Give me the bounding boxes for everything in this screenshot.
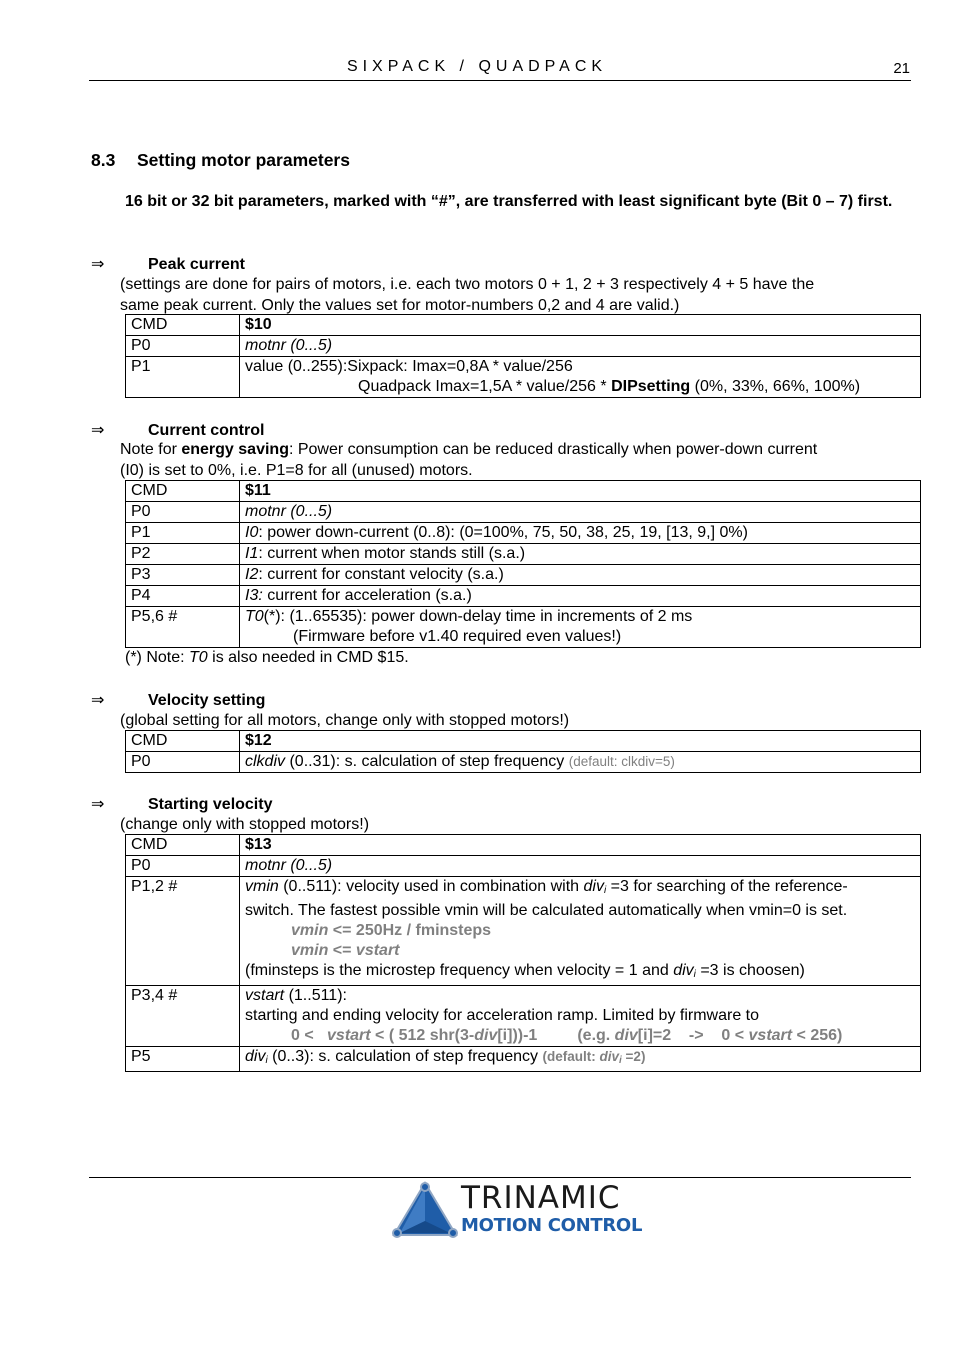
text: current for acceleration (s.a.) [262, 587, 472, 604]
text: (fminsteps is the microstep frequency when velocity = 1 and [245, 962, 674, 979]
table-row [126, 523, 921, 544]
text-italic: clkdiv [245, 753, 286, 770]
peak-desc-line1: (settings are done for pairs of motors, i.e. each two motors 0 + 1, 2 + 3 respectively 4 + 5 have the [120, 276, 815, 293]
table-row [126, 565, 921, 586]
cell-key: P4 [126, 586, 240, 607]
cell-value: motnr (0...5) [240, 336, 921, 357]
text: =3 is choosen) [695, 962, 805, 979]
p56-line2: (Firmware before v1.40 required even values!) [293, 628, 622, 645]
text-italic: div [583, 878, 604, 895]
section-title: Setting motor parameters [137, 150, 350, 170]
p12-line1 [245, 877, 915, 901]
p34-line1 [245, 986, 915, 1006]
text: : current when motor stands still (s.a.) [258, 545, 526, 562]
cell-key: CMD [126, 731, 240, 752]
velocity-setting-title: Velocity setting [148, 692, 266, 709]
table-row [126, 357, 921, 398]
cell-value: $12 [240, 731, 921, 752]
p12-line4 [245, 941, 915, 961]
text-italic: vstart [327, 1027, 371, 1044]
text: <= [328, 942, 356, 959]
text: is also needed in CMD $15. [207, 649, 409, 666]
cell-value [240, 877, 921, 986]
text-italic: vmin [291, 942, 329, 959]
text: [i]=2 -> 0 < [637, 1027, 749, 1044]
peak-desc-line2: same peak current. Only the values set for motor-numbers 0,2 and 4 are valid.) [120, 297, 680, 314]
p1-line2 [245, 377, 915, 397]
text-italic: div [474, 1027, 498, 1044]
text: =2) [621, 1049, 646, 1064]
logo-subtitle: MOTION CONTROL [461, 1215, 643, 1236]
table-row [126, 986, 921, 1047]
p34-line3 [245, 1026, 915, 1046]
starting-velocity-table [125, 834, 921, 1072]
text: [i]))-1 (e.g. [497, 1027, 615, 1044]
section-number: 8.3 [91, 150, 116, 170]
cell-key: P5 [126, 1047, 240, 1072]
peak-current-description [120, 274, 909, 316]
table-row [126, 336, 921, 357]
table-row [126, 586, 921, 607]
text: Quadpack Imax=1,5A * value/256 * [358, 378, 612, 395]
text-italic: vstart [355, 942, 400, 959]
cell-value: $11 [240, 481, 921, 502]
default-hint: (default: clkdiv=5) [568, 754, 675, 769]
table-row [126, 731, 921, 752]
subscript: i [693, 969, 696, 980]
text: : Power consumption can be reduced drastically when power-down current [288, 441, 818, 458]
peak-current-heading [91, 254, 245, 274]
cell-key: P5,6 # [126, 607, 240, 648]
text: (*) Note: [125, 649, 190, 666]
current-control-table [125, 480, 921, 648]
cell-key: P3,4 # [126, 986, 240, 1047]
cell-key: P1 [126, 357, 240, 398]
table-row [126, 315, 921, 336]
text: (0%, 33%, 66%, 100%) [690, 378, 861, 395]
velocity-setting-table [125, 730, 921, 773]
starting-velocity-heading [91, 794, 272, 814]
text: Note for [120, 441, 182, 458]
header-rule [89, 80, 911, 81]
text-italic: I2 [245, 566, 259, 583]
text: (1..511): [284, 987, 347, 1004]
note-line2: (I0) is set to 0%, i.e. P1=8 for all (unused) motors. [120, 462, 473, 479]
arrow-icon: ⇒ [91, 422, 105, 439]
text-italic: T0 [189, 649, 208, 666]
p12-line3 [245, 921, 915, 941]
cell-key: P1 [126, 523, 240, 544]
cell-key: P2 [126, 544, 240, 565]
cell-value [240, 607, 921, 648]
cell-key: P0 [126, 752, 240, 773]
starting-velocity-description: (change only with stopped motors!) [120, 816, 370, 833]
logo-name: TRINAMIC [461, 1180, 621, 1216]
current-control-title: Current control [148, 422, 265, 439]
table-row [126, 835, 921, 856]
cell-key: P0 [126, 856, 240, 877]
trinamic-logo-icon [392, 1181, 458, 1239]
velocity-setting-description: (global setting for all motors, change only with stopped motors!) [120, 712, 570, 729]
text-italic: T0 [245, 608, 264, 625]
text: : current for constant velocity (s.a.) [258, 566, 504, 583]
running-header-title: SIXPACK / QUADPACK [346, 58, 608, 75]
current-control-footnote [125, 649, 409, 667]
text: <= 250Hz / fminsteps [328, 922, 492, 939]
table-row [126, 544, 921, 565]
arrow-icon: ⇒ [91, 692, 105, 709]
starting-velocity-title: Starting velocity [148, 796, 273, 813]
text: (*): (1..65535): power down-delay time in increments of 2 ms [263, 608, 693, 625]
cell-value: motnr (0...5) [240, 856, 921, 877]
text-italic: I3: [245, 587, 263, 604]
table-row [126, 1047, 921, 1072]
cell-value: $13 [240, 835, 921, 856]
text: (0..511): velocity used in combination with [278, 878, 584, 895]
arrow-icon: ⇒ [91, 796, 105, 813]
p12-line5 [245, 961, 915, 985]
text-italic: div [245, 1048, 266, 1065]
text-bold: energy saving [181, 441, 289, 458]
cell-key: P0 [126, 502, 240, 523]
footer-rule [89, 1177, 911, 1178]
text: < ( 512 shr(3- [370, 1027, 475, 1044]
cell-value: motnr (0...5) [240, 502, 921, 523]
cell-key: P0 [126, 336, 240, 357]
cell-value: $10 [240, 315, 921, 336]
cell-value [240, 565, 921, 586]
subscript: i [265, 1055, 268, 1066]
text-italic: vstart [245, 987, 285, 1004]
cell-key: CMD [126, 835, 240, 856]
text-italic: I1 [245, 545, 259, 562]
default-hint [543, 1049, 646, 1064]
cell-key: P1,2 # [126, 877, 240, 986]
note-line1 [120, 439, 909, 460]
current-control-note [120, 439, 909, 481]
cell-value [240, 1047, 921, 1072]
text-italic: vmin [291, 922, 329, 939]
text-italic: div [614, 1027, 638, 1044]
text-italic: I0 [245, 524, 259, 541]
p34-line2: starting and ending velocity for acceleration ramp. Limited by firmware to [245, 1007, 760, 1024]
text: =3 for searching of the reference- [606, 878, 848, 895]
cell-key: CMD [126, 481, 240, 502]
peak-current-table [125, 314, 921, 398]
table-row [126, 877, 921, 986]
subscript: i [603, 885, 607, 896]
cell-value [240, 586, 921, 607]
velocity-setting-heading [91, 690, 265, 710]
cell-key: P3 [126, 565, 240, 586]
current-control-heading [91, 420, 264, 440]
text-bold: DIPsetting [611, 378, 691, 395]
page-number: 21 [893, 60, 910, 77]
p12-line2: switch. The fastest possible vmin will be calculated automatically when vmin=0 is set. [245, 902, 848, 919]
cell-value [240, 357, 921, 398]
text: (0..31): s. calculation of step frequency [285, 753, 569, 770]
table-row [126, 856, 921, 877]
text: : power down-current (0..8): (0=100%, 75, 50, 38, 25, 19, [13, 9,] 0%) [258, 524, 748, 541]
subscript: i [619, 1055, 622, 1066]
text-italic: div [599, 1049, 620, 1064]
text-italic: div [673, 962, 694, 979]
p56-line1 [245, 607, 915, 627]
p1-line1: value (0..255):Sixpack: Imax=0,8A * value/256 [245, 358, 573, 375]
table-row [126, 752, 921, 773]
cell-value [240, 523, 921, 544]
text: < 256) [792, 1027, 843, 1044]
text: 0 < [291, 1027, 328, 1044]
text: (default: [542, 1049, 600, 1064]
text: (0..3): s. calculation of step frequency [267, 1048, 543, 1065]
arrow-icon: ⇒ [91, 256, 105, 273]
cell-value [240, 752, 921, 773]
text-italic: vstart [748, 1027, 793, 1044]
cell-value [240, 986, 921, 1047]
cell-value [240, 544, 921, 565]
table-row [126, 607, 921, 648]
table-row [126, 502, 921, 523]
peak-current-title: Peak current [148, 256, 245, 273]
cell-key: CMD [126, 315, 240, 336]
text-italic: vmin [245, 878, 279, 895]
table-row [126, 481, 921, 502]
section-heading [91, 150, 350, 171]
lead-paragraph: 16 bit or 32 bit parameters, marked with “#”, are transferred with least significant byte (Bit 0 – 7) first. [125, 193, 893, 210]
